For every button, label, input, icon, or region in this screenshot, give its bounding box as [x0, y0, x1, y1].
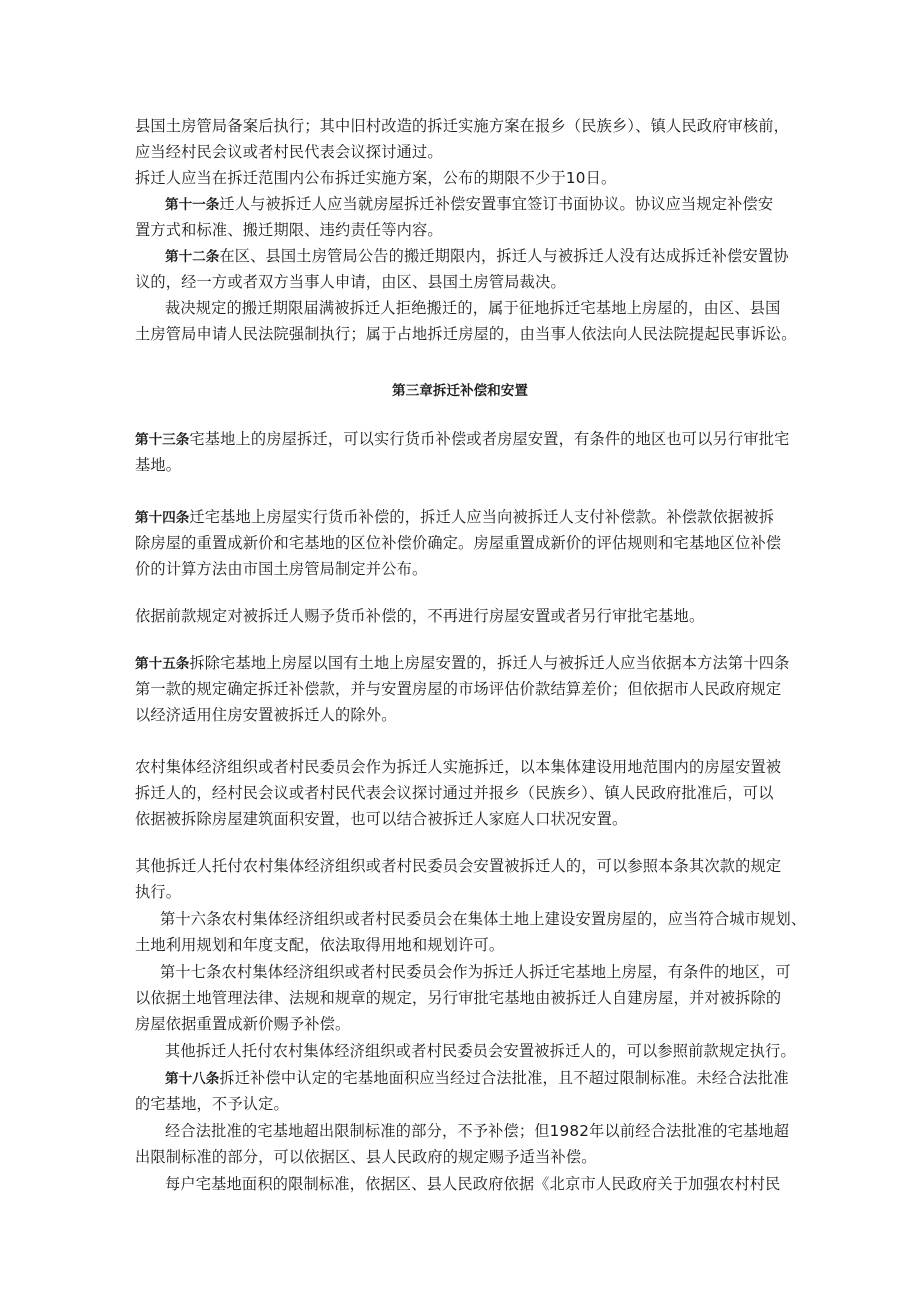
text-line: 除房屋的重置成新价和宅基地的区位补偿价确定。房屋重置成新价的评估规则和宅基地区位补偿 [135, 534, 782, 552]
text-line: 以经济适用住房安置被拆迁人的除外。 [135, 706, 397, 724]
text-line: 拆迁人的，经村民会议或者村民代表会议探讨通过并报乡（民族乡）、镇人民政府批准后，可以 [135, 784, 774, 802]
text-line: 的宅基地，不予认定。 [135, 1095, 289, 1113]
text-line: 以依据土地管理法律、法规和规章的规定，另行审批宅基地由被拆迁人自建房屋，并对被拆除的 [135, 989, 782, 1007]
article-13-line [135, 428, 790, 451]
text-line: 出限制标准的部分，可以依据区、县人民政府的规定赐予适当补偿。 [135, 1148, 597, 1166]
article-label: 第十五条 [135, 656, 190, 672]
article-label: 第十二条 [165, 249, 220, 265]
text-span: 在区、县国土房管局公告的搬迁期限内，拆迁人与被拆迁人没有达成拆迁补偿安置协 [219, 247, 789, 265]
text-line: 第十六条农村集体经济组织或者村民委员会在集体土地上建设安置房屋的，应当符合城市规划、 [160, 910, 807, 928]
text-line: 其他拆迁人托付农村集体经济组织或者村民委员会安置被拆迁人的，可以参照前款规定执行。 [165, 1042, 796, 1060]
text-line: 县国土房管局备案后执行；其中旧村改造的拆迁实施方案在报乡（民族乡）、镇人民政府审核前， [135, 117, 790, 135]
article-12-line [165, 245, 789, 268]
text-line: 农村集体经济组织或者村民委员会作为拆迁人实施拆迁，以本集体建设用地范围内的房屋安置被 [135, 758, 782, 776]
text-line: 第十七条农村集体经济组织或者村民委员会作为拆迁人拆迁宅基地上房屋，有条件的地区，可 [160, 963, 791, 981]
text-line: 每户宅基地面积的限制标准，依据区、县人民政府依据《北京市人民政府关于加强农村村民 [165, 1175, 781, 1193]
text-line: 经合法批准的宅基地超出限制标准的部分，不予补偿；但1982年以前经合法批准的宅基地超 [165, 1122, 790, 1140]
text-span: 迁人与被拆迁人应当就房屋拆迁补偿安置事宜签订书面协议。协议应当规定补偿安 [219, 195, 774, 213]
article-label: 第十三条 [135, 432, 190, 448]
article-label: 第十四条 [135, 510, 190, 526]
text-line: 依据被拆除房屋建筑面积安置，也可以结合被拆迁人家庭人口状况安置。 [135, 810, 628, 828]
article-label: 第十一条 [165, 197, 220, 213]
text-line: 执行。 [135, 883, 182, 901]
chapter-heading: 第三章拆迁补偿和安置 [392, 383, 528, 399]
text-line: 土地利用规划和年度支配，依法取得用地和规划许可。 [135, 936, 505, 954]
text-line: 应当经村民会议或者村民代表会议探讨通过。 [135, 143, 443, 161]
text-span: 拆除宅基地上房屋以国有土地上房屋安置的，拆迁人与被拆迁人应当依据本方法第十四条 [189, 654, 790, 672]
article-label: 第十八条 [165, 1071, 220, 1087]
text-line: 房屋依据重置成新价赐予补偿。 [135, 1015, 351, 1033]
text-line: 基地。 [135, 456, 182, 474]
text-line: 置方式和标准、搬迁期限、违约责任等内容。 [135, 221, 443, 239]
text-line: 裁决规定的搬迁期限届满被拆迁人拒绝搬迁的，属于征地拆迁宅基地上房屋的，由区、县国 [165, 299, 781, 317]
text-line: 其他拆迁人托付农村集体经济组织或者村民委员会安置被拆迁人的，可以参照本条其次款的规定 [135, 857, 782, 875]
text-span: 宅基地上的房屋拆迁，可以实行货币补偿或者房屋安置，有条件的地区也可以另行审批宅 [189, 430, 790, 448]
article-14-line [135, 506, 774, 529]
text-span: 拆迁补偿中认定的宅基地面积应当经过合法批准，且不超过限制标准。未经合法批准 [219, 1069, 789, 1087]
text-line: 土房管局申请人民法院强制执行；属于占地拆迁房屋的，由当事人依法向人民法院提起民事诉讼。 [135, 325, 797, 343]
text-line: 拆迁人应当在拆迁范围内公布拆迁实施方案，公布的期限不少于10日。 [135, 169, 617, 187]
text-span: 迁宅基地上房屋实行货币补偿的，拆迁人应当向被拆迁人支付补偿款。补偿款依据被拆 [189, 508, 775, 526]
article-15-line [135, 652, 790, 675]
article-18-line [165, 1067, 789, 1090]
text-line: 价的计算方法由市国土房管局制定并公布。 [135, 560, 428, 578]
text-line: 第一款的规定确定拆迁补偿款，并与安置房屋的市场评估价款结算差价；但依据市人民政府规定 [135, 680, 782, 698]
text-line: 依据前款规定对被拆迁人赐予货币补偿的，不再进行房屋安置或者另行审批宅基地。 [135, 607, 705, 625]
text-line: 议的，经一方或者双方当事人申请，由区、县国土房管局裁决。 [135, 273, 566, 291]
article-11-line [165, 193, 773, 216]
